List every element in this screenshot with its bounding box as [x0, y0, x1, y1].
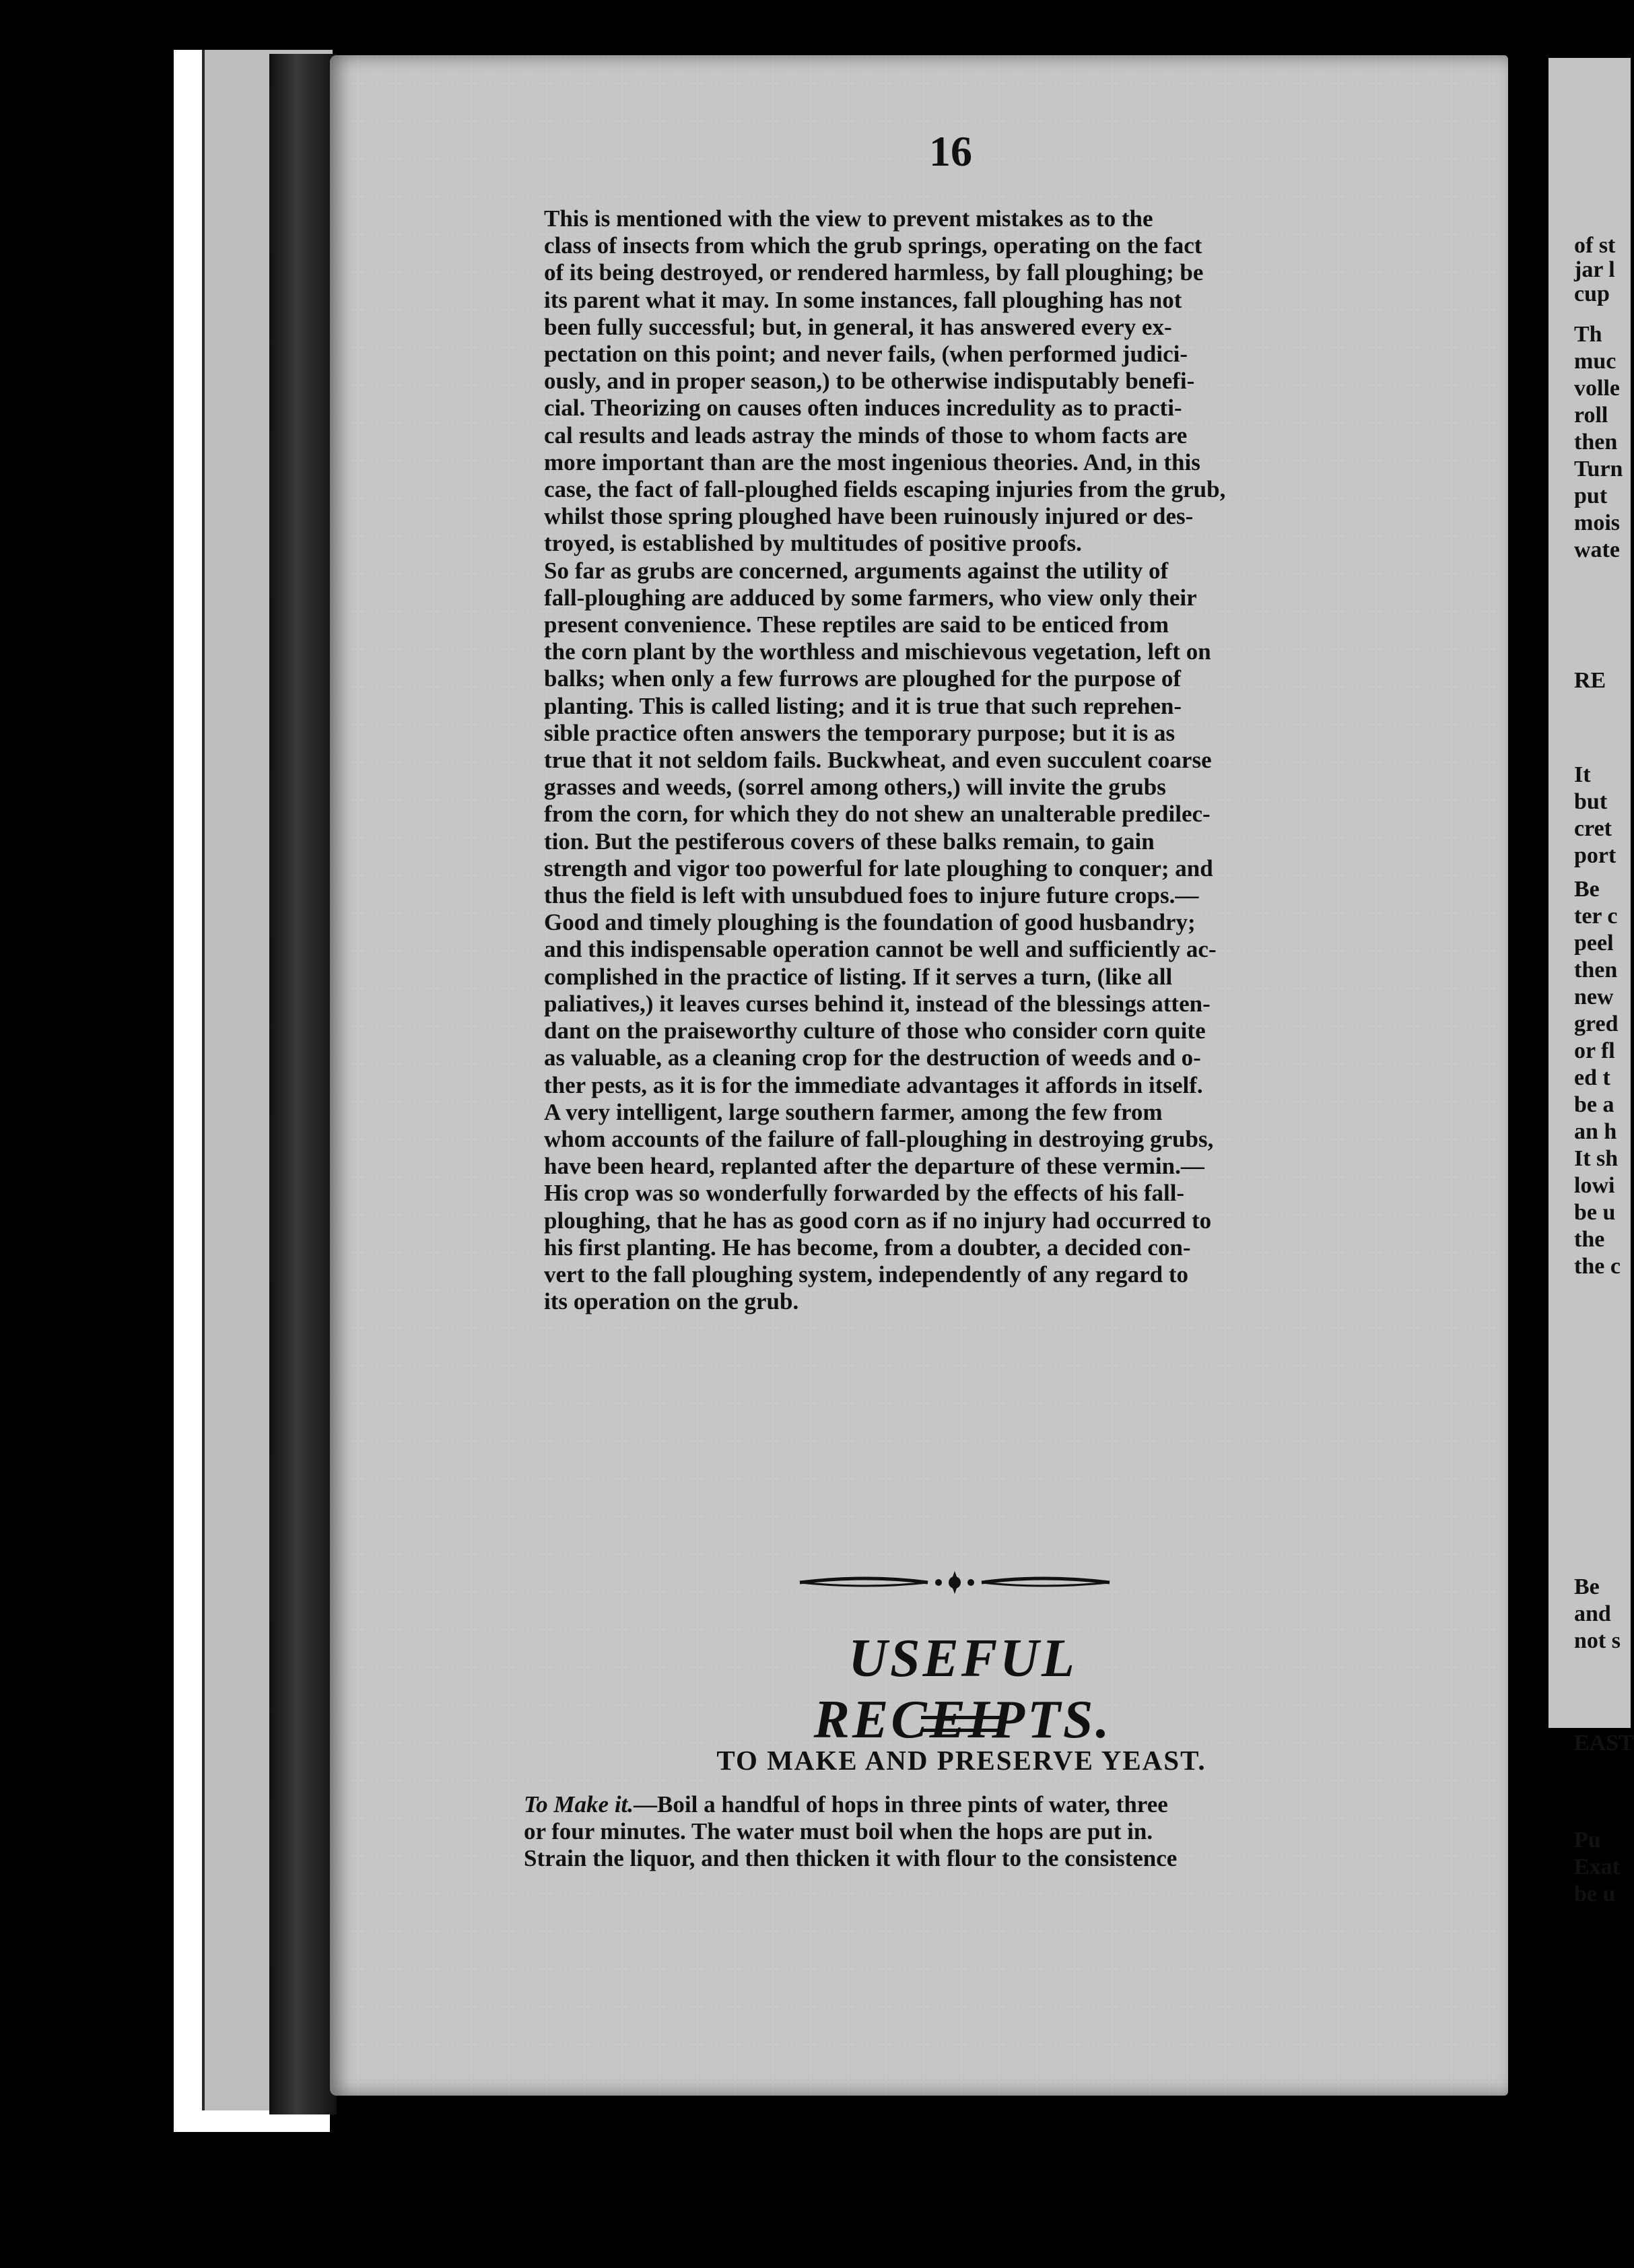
- fragment: gred: [1574, 1011, 1619, 1036]
- fragment: mois: [1574, 510, 1620, 535]
- text-line: and this indispensable operation cannot be well and sufficiently ac-: [544, 936, 1217, 963]
- fragment: an h: [1574, 1119, 1617, 1144]
- fragment: not s: [1574, 1628, 1621, 1653]
- text-line: ther pests, as it is for the immediate advantages it affords in itself.: [544, 1071, 1203, 1098]
- section-heading: USEFUL RECEIPTS.: [813, 1629, 1112, 1749]
- recipe-lead: To Make it.: [524, 1791, 634, 1817]
- page-number: 16: [929, 127, 972, 175]
- recipe-title: TO MAKE AND PRESERVE YEAST.: [716, 1745, 1206, 1776]
- fragment: lowi: [1574, 1173, 1615, 1198]
- text-line: dant on the praiseworthy culture of those who consider corn quite: [544, 1018, 1206, 1044]
- text-line: So far as grubs are concerned, arguments against the utility of: [544, 557, 1169, 584]
- fragment: the c: [1574, 1254, 1621, 1279]
- paragraph-1: [517, 205, 1456, 558]
- text-line: ously, and in proper season,) to be otherwise indisputably benefi-: [544, 368, 1195, 395]
- fragment: ed t: [1574, 1065, 1610, 1090]
- text-line: thus the field is left with unsubdued foes to injure future crops.—: [544, 882, 1199, 909]
- fragment: be u: [1574, 1881, 1616, 1906]
- fragment: jar l: [1574, 257, 1615, 282]
- text-line: Good and timely ploughing is the foundation of good husbandry;: [544, 909, 1196, 936]
- fragment: roll: [1574, 403, 1608, 428]
- fragment: Th: [1574, 322, 1602, 347]
- fragment: cup: [1574, 281, 1610, 306]
- paragraph-2: [517, 558, 1456, 1099]
- recipe-text: [524, 1791, 1460, 1872]
- fragment: Be: [1574, 1574, 1600, 1599]
- text-line: [524, 1791, 1460, 1818]
- text-line: paliatives,) it leaves curses behind it, instead of the blessings atten-: [544, 990, 1211, 1017]
- text-line: strength and vigor too powerful for late ploughing to conquer; and: [544, 855, 1213, 881]
- fragment: muc: [1574, 349, 1616, 374]
- text-line: grasses and weeds, (sorrel among others,) will invite the grubs: [544, 774, 1166, 801]
- next-page-edge: [1548, 58, 1634, 1906]
- text-line: troyed, is established by multitudes of positive proofs.: [544, 530, 1082, 557]
- double-rule: [921, 1716, 1002, 1732]
- fragment: or fl: [1574, 1038, 1615, 1063]
- text-line: whom accounts of the failure of fall-ploughing in destroying grubs,: [544, 1125, 1214, 1152]
- fragment: Exat: [1574, 1855, 1620, 1879]
- text-line: ploughing, that he has as good corn as if no injury had occurred to: [544, 1207, 1212, 1234]
- fragment: volle: [1574, 376, 1620, 401]
- fragment: EAST: [1574, 1731, 1634, 1756]
- fragment: then: [1574, 430, 1618, 455]
- fragment: RE: [1574, 668, 1606, 693]
- recipe-line-1: —Boil a handful of hops in three pints of water, three: [634, 1791, 1168, 1817]
- text-line: balks; when only a few furrows are ploughed for the purpose of: [544, 665, 1182, 692]
- text-line: cial. Theorizing on causes often induces incredulity as to practi-: [544, 395, 1182, 422]
- fragment: of st: [1574, 233, 1616, 258]
- fragment: wate: [1574, 537, 1620, 562]
- book-binding: [269, 54, 337, 2114]
- text-line: Strain the liquor, and then thicken it with flour to the consistence: [524, 1845, 1178, 1871]
- fragment: and: [1574, 1601, 1611, 1626]
- text-line: class of insects from which the grub springs, operating on the fact: [544, 232, 1202, 259]
- fragment: port: [1574, 843, 1616, 868]
- text-line: tion. But the pestiferous covers of these balks remain, to gain: [544, 828, 1155, 855]
- text-line: its parent what it may. In some instances, fall ploughing has not: [544, 286, 1182, 313]
- text-line: more important than are the most ingenious theories. And, in this: [544, 448, 1200, 475]
- text-line: been fully successful; but, in general, it has answered every ex-: [544, 313, 1172, 340]
- fragment: ter c: [1574, 904, 1618, 929]
- text-line: fall-ploughing are adduced by some farmers, who view only their: [544, 584, 1197, 611]
- text-line: its operation on the grub.: [544, 1288, 799, 1315]
- text-line: or four minutes. The water must boil when the hops are put in.: [524, 1818, 1153, 1844]
- fragment: be a: [1574, 1092, 1614, 1117]
- text-line: whilst those spring ploughed have been ruinously injured or des-: [544, 503, 1194, 530]
- text-line: A very intelligent, large southern farmer, among the few from: [544, 1098, 1163, 1125]
- paragraph-3: [517, 1099, 1456, 1316]
- text-line: present convenience. These reptiles are said to be enticed from: [544, 611, 1169, 638]
- fragment: the: [1574, 1227, 1605, 1252]
- text-line: case, the fact of fall-ploughed fields escaping injuries from the grub,: [544, 476, 1226, 503]
- text-line: from the corn, for which they do not shew an unalterable predilec-: [544, 801, 1211, 828]
- text-line: as valuable, as a cleaning crop for the destruction of weeds and o-: [544, 1044, 1201, 1071]
- body-text: [517, 205, 1456, 1315]
- text-line: the corn plant by the worthless and mischievous vegetation, left on: [544, 638, 1211, 665]
- text-line: cal results and leads astray the minds of those to whom facts are: [544, 422, 1188, 448]
- fragment: cret: [1574, 816, 1612, 841]
- fragment: It sh: [1574, 1146, 1619, 1171]
- text-line: vert to the fall ploughing system, independently of any regard to: [544, 1261, 1188, 1288]
- fragment: It: [1574, 762, 1591, 787]
- text-line: His crop was so wonderfully forwarded by the effects of his fall-: [544, 1180, 1185, 1207]
- text-line: have been heard, replanted after the departure of these vermin.—: [544, 1153, 1204, 1180]
- fragment: be u: [1574, 1200, 1616, 1225]
- fragment: new: [1574, 985, 1614, 1009]
- ornamental-divider: [793, 1569, 1116, 1596]
- text-line: true that it not seldom fails. Buckwheat, and even succulent coarse: [544, 747, 1212, 774]
- fragment: Be: [1574, 877, 1600, 902]
- fragment: Pu: [1574, 1828, 1601, 1853]
- fragment: but: [1574, 789, 1608, 814]
- fragment: peel: [1574, 931, 1614, 956]
- text-line: sible practice often answers the temporary purpose; but it is as: [544, 719, 1176, 746]
- text-line: planting. This is called listing; and it is true that such reprehen-: [544, 692, 1182, 719]
- text-line: of its being destroyed, or rendered harmless, by fall ploughing; be: [544, 259, 1204, 286]
- text-line: complished in the practice of listing. If it serves a turn, (like all: [544, 963, 1173, 990]
- fragment: Turn: [1574, 457, 1623, 481]
- text-line: his first planting. He has become, from a doubter, a decided con-: [544, 1234, 1191, 1261]
- fragment: put: [1574, 483, 1608, 508]
- text-line: pectation on this point; and never fails, (when performed judici-: [544, 341, 1188, 368]
- text-line: This is mentioned with the view to prevent mistakes as to the: [544, 205, 1153, 232]
- fragment: then: [1574, 958, 1618, 982]
